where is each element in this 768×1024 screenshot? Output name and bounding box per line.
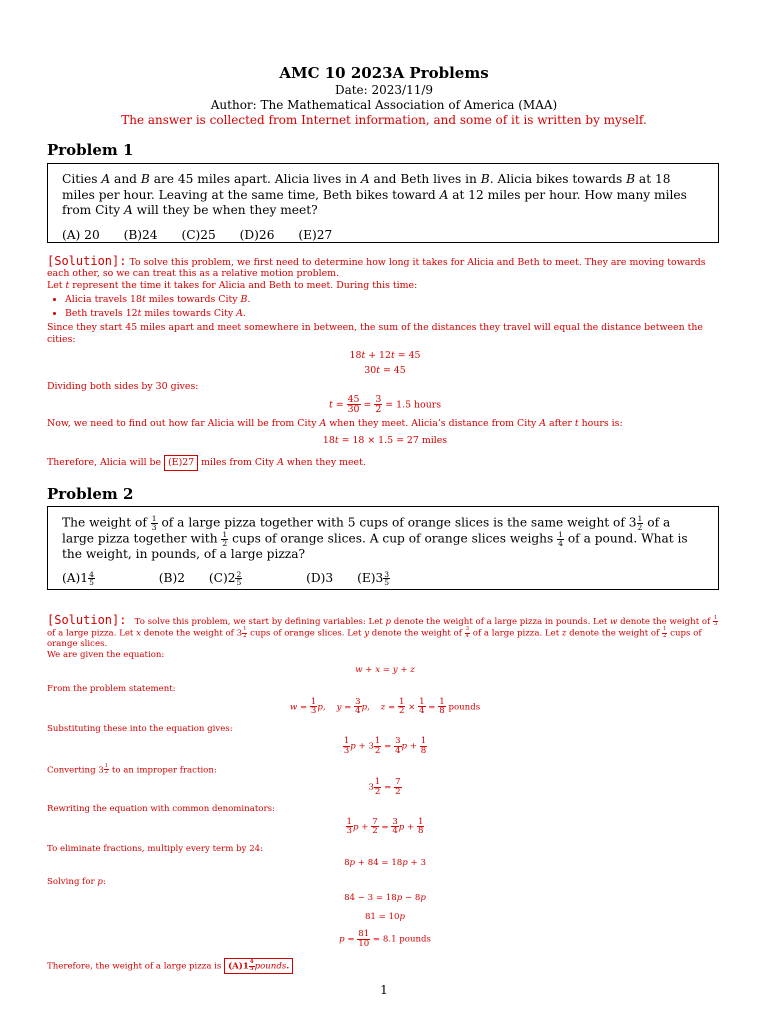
equation: 8p + 84 = 18p + 3 xyxy=(344,858,426,869)
solution-2-subst: Substituting these into the equation gives: xyxy=(47,723,233,734)
solution-2-eliminate: To eliminate fractions, multiply every term by 24: xyxy=(47,844,264,855)
equation: 18t + 12t = 45 xyxy=(349,350,421,362)
solution-2-intro: [Solution]: To solve this problem, we start by defining variables: Let p denote the weight of a large pizza in pounds. Let w denote the weight of $\frac{1}{3}$ of a large pizza. Let x denote the weight of 3 $\frac{1}{2}$ cups of orange slices. Let y denote the weight of $\frac{3}{4}$ of a large pizza. Let z denote the weight of $\frac{1}{2}$ cups of orange slices. xyxy=(47,613,718,650)
document-note: The answer is collected from Internet information, and some of it is written by myself. xyxy=(121,113,647,127)
solution-label: [Solution]: xyxy=(47,254,127,268)
equation: 3 $\frac{1}{2}$ = $\frac{7}{2}$ xyxy=(368,777,401,797)
solution-1-now: Now, we need to find out how far Alicia will be from City A when they meet. Alicia’s distance from City A after t hours is: xyxy=(47,417,623,429)
equation: $\frac{1}{3}$ p + $\frac{7}{2}$ = $\frac{3}{4}$ p + $\frac{1}{8}$ xyxy=(346,816,424,837)
solution-2-from: From the problem statement: xyxy=(47,684,176,695)
equation: 18t = 18 × 1.5 = 27 miles xyxy=(322,435,448,447)
solution-1-since: Since they start 45 miles apart and meet somewhere in between, the sum of the distances they travel will equal the distance between the cities: xyxy=(47,322,703,345)
choice-b: (B)2 xyxy=(158,571,185,586)
solution-2-convert: Converting 3 $\frac{1}{2}$ to an improper fraction: xyxy=(47,762,217,775)
choice-d: (D)26 xyxy=(239,227,275,242)
solution-2-conclusion: Therefore, the weight of a large pizza is (A)1 $\frac{4}{5}$ pounds. xyxy=(47,958,723,974)
problem-1-statement: Cities A and B are 45 miles apart. Alicia lives in A and Beth lives in B. Alicia bikes towards B at 18 miles per hour. Leaving at the same time, Beth bikes toward A at 12 miles per hour. How many miles from City A will they be when they meet? xyxy=(62,172,687,217)
solution-2-given: We are given the equation: xyxy=(47,649,165,660)
solution-1-intro: [Solution]: To solve this problem, we first need to determine how long it takes for Alicia and Beth to meet. They are moving towards each other, so we can treat this as a relative motion problem. xyxy=(47,254,706,280)
solution-1-conclusion: Therefore, Alicia will be (E)27 miles from City A when they meet. xyxy=(47,455,723,470)
choice-d: (D)3 xyxy=(306,571,334,586)
equation: $\frac{1}{3}$ p + 3 $\frac{1}{2}$ = $\frac{3}{4}$ p + $\frac{1}{8}$ xyxy=(343,736,427,756)
choice-e: (E)3 $\frac{3}{5}$ xyxy=(357,569,390,588)
problem-1-heading: Problem 1 xyxy=(47,141,134,159)
choice-e: (E)27 xyxy=(298,227,333,242)
solution-2-solving: Solving for p: xyxy=(47,876,106,887)
solution-1-bullets xyxy=(47,294,723,320)
document-author: Author: The Mathematical Association of America (MAA) xyxy=(210,98,558,112)
problem-2-heading: Problem 2 xyxy=(47,485,134,503)
problem-2-box xyxy=(47,506,719,590)
solution-1-divide: Dividing both sides by 30 gives: xyxy=(47,380,199,392)
problem-1-box xyxy=(47,163,719,243)
document-title: AMC 10 2023A Problems xyxy=(279,64,489,82)
answer-box: (A)1 $\frac{4}{5}$ pounds. xyxy=(224,958,293,974)
page-number: 1 xyxy=(380,983,388,997)
choice-a: (A)1 $\frac{4}{5}$ xyxy=(62,569,94,588)
equation: 30t = 45 xyxy=(364,365,406,377)
problem-2-choices xyxy=(62,571,706,587)
equation: 81 = 10p xyxy=(364,911,406,922)
equation: w + x = y + z xyxy=(355,664,415,675)
solution-1-let-t: Let t represent the time it takes for Alicia and Beth to meet. During this time: xyxy=(47,279,418,291)
solution-2-rewrite: Rewriting the equation with common denominators: xyxy=(47,804,275,815)
problem-2-solution xyxy=(47,615,723,974)
answer-box: (E)27 xyxy=(164,455,198,470)
problem-1-solution xyxy=(47,256,723,471)
equation: 84 − 3 = 18p − 8p xyxy=(344,893,426,904)
problem-1-choices xyxy=(62,228,706,244)
list-item: • Alicia travels 18t miles towards City B. xyxy=(65,294,723,305)
choice-c: (C)2 $\frac{2}{5}$ xyxy=(208,569,242,588)
solution-label: [Solution]: xyxy=(47,613,127,627)
document-header xyxy=(0,64,768,128)
choice-b: (B)24 xyxy=(123,227,158,242)
choice-c: (C)25 xyxy=(181,227,216,242)
choice-a: (A) 20 xyxy=(62,227,100,242)
equation: t = $\frac{45}{30}$ = $\frac{3}{2}$ = 1.5 hours xyxy=(328,393,442,416)
list-item: • Beth travels 12t miles towards City A. xyxy=(65,308,723,319)
document-date: Date: 2023/11/9 xyxy=(334,83,434,97)
problem-2-statement: The weight of $\frac{1}{3}$ of a large pizza together with 5 cups of orange slices is the same weight of 3 $\frac{1}{2}$ of a large pizza together with $\frac{1}{2}$ cups of orange slices. A cup of orange slices weighs $\frac{1}{4}$ of a pound. What is the weight, in pounds, of a large pizza? xyxy=(62,514,688,562)
equation: p = $\frac{81}{10}$ = 8.1 pounds xyxy=(339,929,431,949)
equation: w = $\frac{1}{3}$ p, y = $\frac{3}{4}$ p, z = $\frac{1}{2}$ × $\frac{1}{4}$ = $\frac{1}{8}$ pounds xyxy=(289,696,481,717)
